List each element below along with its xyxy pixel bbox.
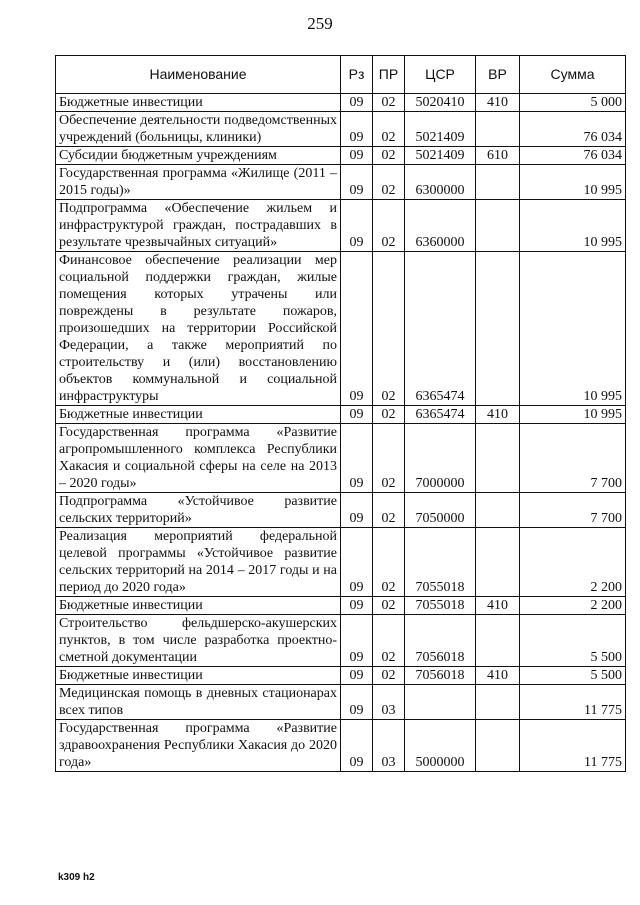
table-row — [56, 667, 626, 685]
cell-rz: 09 — [341, 200, 373, 252]
cell-name: Бюджетные инвестиции — [56, 406, 341, 424]
header-vr: ВР — [476, 56, 520, 94]
cell-vr — [476, 424, 520, 493]
header-sum: Сумма — [520, 56, 626, 94]
cell-pr: 02 — [373, 528, 405, 597]
cell-vr — [476, 528, 520, 597]
cell-sum: 5 000 — [520, 94, 626, 112]
cell-csr: 7056018 — [405, 667, 476, 685]
cell-name: Бюджетные инвестиции — [56, 597, 341, 615]
cell-vr — [476, 720, 520, 772]
table-row — [56, 685, 626, 720]
cell-rz: 09 — [341, 667, 373, 685]
page-number: 259 — [307, 14, 333, 33]
cell-name: Финансовое обеспечение реализации мер социальной поддержки граждан, жилые помещения которых утрачены или повреждены в результате пожаров, произошедших на территории Российской Федерации, а также мероприятий по строительству и (или) восстановлению объектов коммунальной и социальной инфраструктуры — [56, 252, 341, 406]
cell-vr — [476, 200, 520, 252]
cell-sum: 10 995 — [520, 165, 626, 200]
cell-sum: 2 200 — [520, 597, 626, 615]
cell-rz: 09 — [341, 493, 373, 528]
cell-vr: 610 — [476, 147, 520, 165]
table-row — [56, 147, 626, 165]
cell-rz: 09 — [341, 720, 373, 772]
cell-name: Субсидии бюджетным учреждениям — [56, 147, 341, 165]
table-row — [56, 165, 626, 200]
cell-vr: 410 — [476, 94, 520, 112]
cell-rz: 09 — [341, 615, 373, 667]
cell-rz: 09 — [341, 424, 373, 493]
cell-sum: 10 995 — [520, 406, 626, 424]
cell-pr: 02 — [373, 493, 405, 528]
cell-name: Государственная программа «Развитие здравоохранения Республики Хакасия до 2020 года» — [56, 720, 341, 772]
cell-rz: 09 — [341, 597, 373, 615]
header-csr: ЦСР — [405, 56, 476, 94]
header-pr: ПР — [373, 56, 405, 94]
cell-sum: 5 500 — [520, 667, 626, 685]
table-row — [56, 720, 626, 772]
cell-rz: 09 — [341, 112, 373, 147]
cell-name: Государственная программа «Жилище (2011 – 2015 годы)» — [56, 165, 341, 200]
cell-sum: 2 200 — [520, 528, 626, 597]
table-row — [56, 200, 626, 252]
cell-pr: 03 — [373, 720, 405, 772]
cell-name: Бюджетные инвестиции — [56, 94, 341, 112]
cell-pr: 03 — [373, 685, 405, 720]
cell-vr: 410 — [476, 667, 520, 685]
footer-code: k309 h2 — [58, 872, 95, 883]
cell-name: Государственная программа «Развитие агропромышленного комплекса Республики Хакасия и социальной сферы на селе на 2013 – 2020 годы» — [56, 424, 341, 493]
table-body — [56, 94, 626, 772]
cell-sum: 7 700 — [520, 493, 626, 528]
header-name: Наименование — [56, 56, 341, 94]
cell-csr: 5021409 — [405, 147, 476, 165]
table-row — [56, 252, 626, 406]
cell-name: Подпрограмма «Обеспечение жильем и инфраструктурой граждан, пострадавших в результате чрезвычайных ситуаций» — [56, 200, 341, 252]
cell-sum: 11 775 — [520, 720, 626, 772]
table-row — [56, 615, 626, 667]
cell-name: Подпрограмма «Устойчивое развитие сельских территорий» — [56, 493, 341, 528]
cell-csr — [405, 685, 476, 720]
cell-pr: 02 — [373, 667, 405, 685]
table-row — [56, 424, 626, 493]
cell-pr: 02 — [373, 615, 405, 667]
table-row — [56, 528, 626, 597]
cell-vr — [476, 493, 520, 528]
cell-name: Строительство фельдшерско-акушерских пунктов, в том числе разработка проектно-сметной документации — [56, 615, 341, 667]
table-row — [56, 112, 626, 147]
cell-csr: 7055018 — [405, 528, 476, 597]
cell-csr: 7055018 — [405, 597, 476, 615]
table-row — [56, 406, 626, 424]
cell-sum: 7 700 — [520, 424, 626, 493]
cell-csr: 5020410 — [405, 94, 476, 112]
cell-vr — [476, 615, 520, 667]
cell-vr: 410 — [476, 406, 520, 424]
cell-sum: 76 034 — [520, 147, 626, 165]
cell-rz: 09 — [341, 165, 373, 200]
cell-csr: 6365474 — [405, 252, 476, 406]
cell-pr: 02 — [373, 200, 405, 252]
cell-rz: 09 — [341, 528, 373, 597]
cell-pr: 02 — [373, 112, 405, 147]
cell-pr: 02 — [373, 424, 405, 493]
cell-csr: 6360000 — [405, 200, 476, 252]
cell-csr: 7050000 — [405, 493, 476, 528]
cell-pr: 02 — [373, 147, 405, 165]
cell-csr: 5000000 — [405, 720, 476, 772]
cell-name: Бюджетные инвестиции — [56, 667, 341, 685]
cell-vr — [476, 252, 520, 406]
cell-sum: 10 995 — [520, 200, 626, 252]
cell-csr: 7000000 — [405, 424, 476, 493]
cell-rz: 09 — [341, 252, 373, 406]
cell-rz: 09 — [341, 406, 373, 424]
cell-name: Реализация мероприятий федеральной целевой программы «Устойчивое развитие сельских территорий на 2014 – 2017 годы и на период до 2020 года» — [56, 528, 341, 597]
cell-rz: 09 — [341, 147, 373, 165]
cell-name: Медицинская помощь в дневных стационарах всех типов — [56, 685, 341, 720]
cell-csr: 6365474 — [405, 406, 476, 424]
cell-rz: 09 — [341, 685, 373, 720]
cell-rz: 09 — [341, 94, 373, 112]
budget-table — [55, 55, 626, 772]
header-rz: Рз — [341, 56, 373, 94]
cell-pr: 02 — [373, 165, 405, 200]
table-row — [56, 597, 626, 615]
cell-name: Обеспечение деятельности подведомственных учреждений (больницы, клиники) — [56, 112, 341, 147]
cell-pr: 02 — [373, 94, 405, 112]
cell-pr: 02 — [373, 597, 405, 615]
cell-vr — [476, 165, 520, 200]
cell-csr: 7056018 — [405, 615, 476, 667]
cell-vr: 410 — [476, 597, 520, 615]
cell-sum: 10 995 — [520, 252, 626, 406]
cell-csr: 5021409 — [405, 112, 476, 147]
cell-sum: 76 034 — [520, 112, 626, 147]
table-row — [56, 493, 626, 528]
cell-vr — [476, 112, 520, 147]
cell-csr: 6300000 — [405, 165, 476, 200]
cell-vr — [476, 685, 520, 720]
cell-pr: 02 — [373, 406, 405, 424]
table-row — [56, 94, 626, 112]
table-header-row — [56, 56, 626, 94]
cell-sum: 5 500 — [520, 615, 626, 667]
cell-sum: 11 775 — [520, 685, 626, 720]
cell-pr: 02 — [373, 252, 405, 406]
